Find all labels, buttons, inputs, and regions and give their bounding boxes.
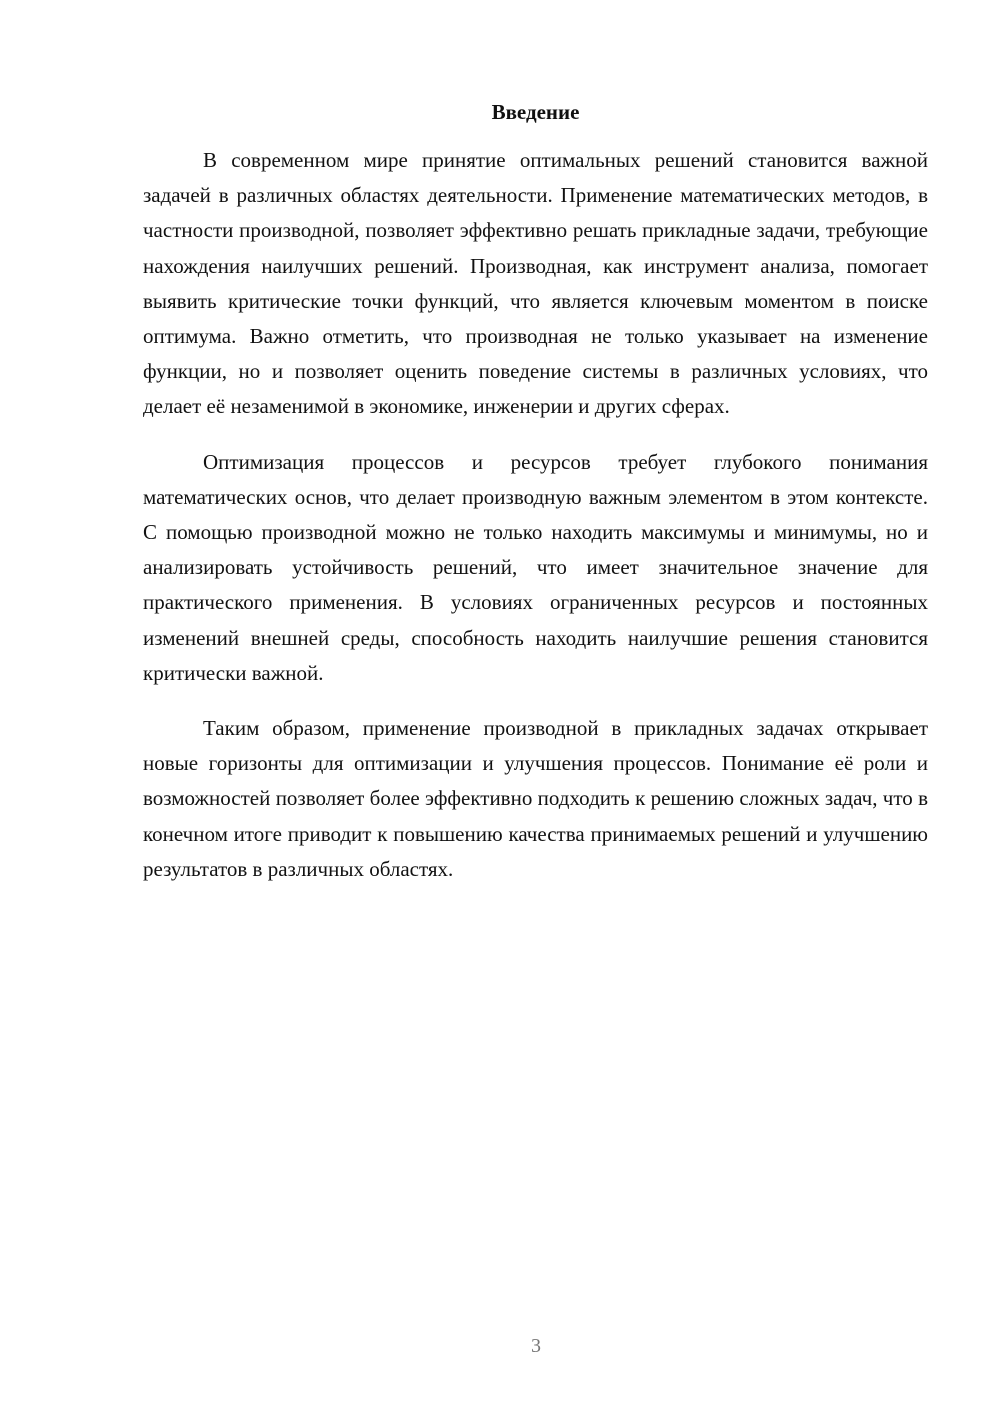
paragraph-2: Оптимизация процессов и ресурсов требует глубокого понимания математических основ, что делает производную важным элементом в этом контексте. С помощью производной можно не только находить максимумы и минимумы, но и анализировать устойчивость решений, что имеет значительное значение для практического применения. В условиях ограниченных ресурсов и постоянных изменений внешней среды, способность находить наилучшие решения становится критически важной. <box>143 449 928 685</box>
paragraph-3: Таким образом, применение производной в прикладных задачах открывает новые горизонты для оптимизации и улучшения процессов. Понимание её роли и возможностей позволяет более эффективно подходить к решению сложных задач, что в конечном итоге приводит к повышению качества принимаемых решений и улучшению результатов в различных областях. <box>143 716 928 881</box>
paragraph-1: В современном мире принятие оптимальных решений становится важной задачей в различных областях деятельности. Применение математических методов, в частности производной, позволяет эффективно решать прикладные задачи, требующие нахождения наилучших решений. Производная, как инструмент анализа, помогает выявить критические точки функций, что является ключевым моментом в поиске оптимума. Важно отметить, что производная не только указывает на изменение функции, но и позволяет оценить поведение системы в различных условиях, что делает её незаменимой в экономике, инженерии и других сферах. <box>143 148 928 419</box>
page-number: 3 <box>531 1335 541 1357</box>
body-text <box>143 143 928 907</box>
section-heading: Введение <box>491 100 580 124</box>
